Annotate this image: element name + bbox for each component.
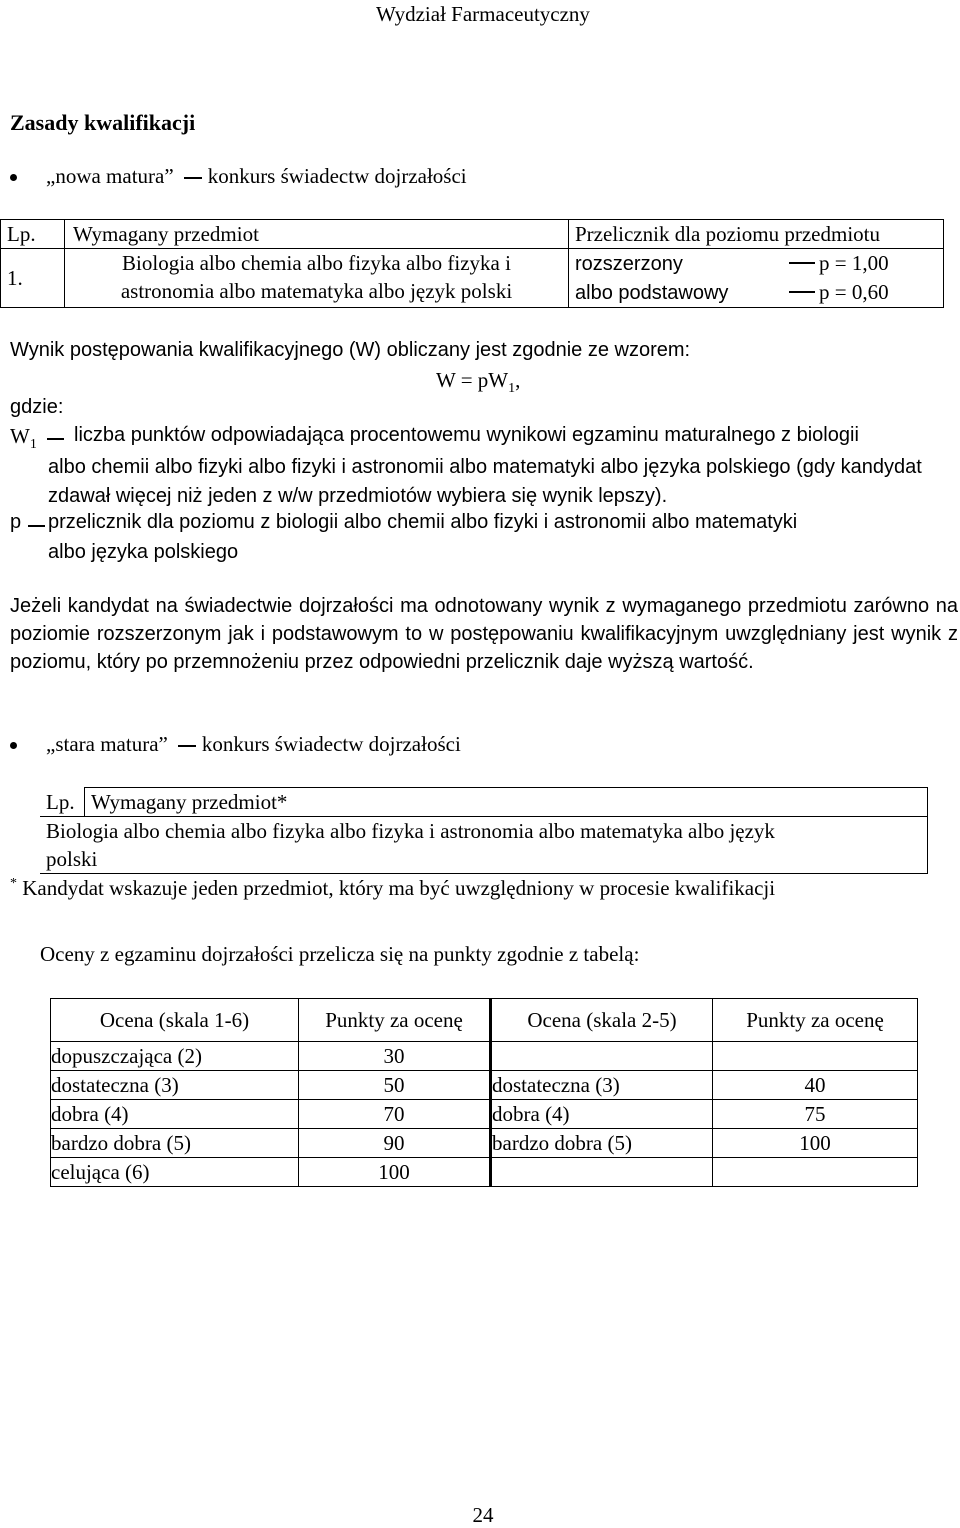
table-row <box>1 249 944 308</box>
grades-intro: Oceny z egzaminu dojrzałości przelicza się na punkty zgodnie z tabelą: <box>40 942 640 966</box>
level-extended: rozszerzony <box>575 253 683 275</box>
header-points-6: Punkty za ocenę <box>299 999 491 1042</box>
dash-icon <box>28 525 45 527</box>
row-conversion <box>569 249 944 308</box>
paragraph-higher-value: Jeżeli kandydat na świadectwie dojrzałości ma odnotowany wynik z wymaganego przedmiotu zarówno na poziomie rozszerzonym jak i podstawowym to w postępowaniu kwalifikacyjnym uwzględniany jest wynik z poziomu, który po przemnożeniu przez odpowiedni przelicznik daje wyższą wartość. <box>10 595 958 673</box>
table-row: bardzo dobra (5) 90 bardzo dobra (5) 100 <box>51 1129 918 1158</box>
requirements-table-new <box>0 219 944 308</box>
row-lp: 1. <box>1 249 65 308</box>
bullet-desc: konkurs świadectw dojrzałości <box>207 164 467 188</box>
table-header-row <box>1 220 944 249</box>
section-title: Zasady kwalifikacji <box>10 110 196 135</box>
header-subject: Wymagany przedmiot* <box>85 788 928 817</box>
header-conversion: Przelicznik dla poziomu przedmiotu <box>569 220 944 249</box>
dash-icon <box>47 438 64 440</box>
table-row: dobra (4) 70 dobra (4) 75 <box>51 1100 918 1129</box>
bullet-new-matura <box>10 164 610 194</box>
grades-table <box>50 998 918 1187</box>
w1-description: liczba punktów odpowiadająca procentowemu wynikowi egzaminu maturalnego z biologii <box>74 424 859 446</box>
table-header-row <box>40 788 928 817</box>
footnote: * Kandydat wskazuje jeden przedmiot, który ma być uwzględniony w procesie kwalifikacji <box>10 876 776 900</box>
header-points-5: Punkty za ocenę <box>713 999 918 1042</box>
subject-line-2: astronomia albo matematyka albo język polski <box>120 279 513 303</box>
bullet-icon <box>10 174 17 181</box>
result-intro: Wynik postępowania kwalifikacyjnego (W) obliczany jest zgodnie ze wzorem: <box>10 339 691 361</box>
header-lp: Lp. <box>1 220 65 249</box>
dash-icon <box>178 745 196 747</box>
header-grade-6: Ocena (skala 1-6) <box>51 999 299 1042</box>
p-description: przelicznik dla poziomu z biologii albo chemii albo fizyki i astronomii albo matematyki <box>48 511 798 533</box>
table-row: dostateczna (3) 50 dostateczna (3) 40 <box>51 1071 918 1100</box>
table-row: dopuszczająca (2) 30 <box>51 1042 918 1071</box>
header-lp: Lp. <box>40 788 85 817</box>
subject-line-2: polski <box>46 847 98 871</box>
row-subject <box>40 817 928 874</box>
header-grade-5: Ocena (skala 2-5) <box>491 999 713 1042</box>
table-row: celująca (6) 100 <box>51 1158 918 1187</box>
dash-icon <box>184 177 202 179</box>
row-subject <box>65 249 569 308</box>
level-basic: albo podstawowy <box>575 282 729 304</box>
dash-icon <box>789 262 815 264</box>
p-continuation: albo języka polskiego <box>48 541 239 563</box>
table-row <box>40 817 928 874</box>
bullet-icon <box>10 742 17 749</box>
subject-line-1: Biologia albo chemia albo fizyka albo fizyka i <box>122 251 511 275</box>
dash-icon <box>789 291 815 293</box>
requirements-table-old <box>40 787 928 874</box>
value-basic: p = 0,60 <box>819 280 889 304</box>
page-header: Wydział Farmaceutyczny <box>376 2 590 26</box>
bullet-label: „stara matura” <box>46 732 168 756</box>
header-subject: Wymagany przedmiot <box>65 220 569 249</box>
where-label: gdzie: <box>10 396 64 418</box>
bullet-label: „nowa matura” <box>46 164 174 188</box>
formula: $W = pW_1$, <box>436 368 521 397</box>
w1-continuation: albo chemii albo fizyki albo fizyki i astronomii albo matematyki albo języka polskiego (gdy kandydat zdawał więcej niż jeden z w/w przedmiotów wybiera się wynik lepszy). <box>48 456 922 507</box>
table-header-row <box>51 999 918 1042</box>
bullet-old-matura <box>10 732 610 762</box>
w1-symbol: $W_1$ <box>10 424 37 453</box>
page-number: 24 <box>472 1503 494 1527</box>
bullet-desc: konkurs świadectw dojrzałości <box>201 732 461 756</box>
value-extended: p = 1,00 <box>819 251 889 275</box>
subject-line-1: Biologia albo chemia albo fizyka albo fizyka i astronomia albo matematyka albo język <box>46 819 775 843</box>
p-symbol: p <box>10 511 22 533</box>
